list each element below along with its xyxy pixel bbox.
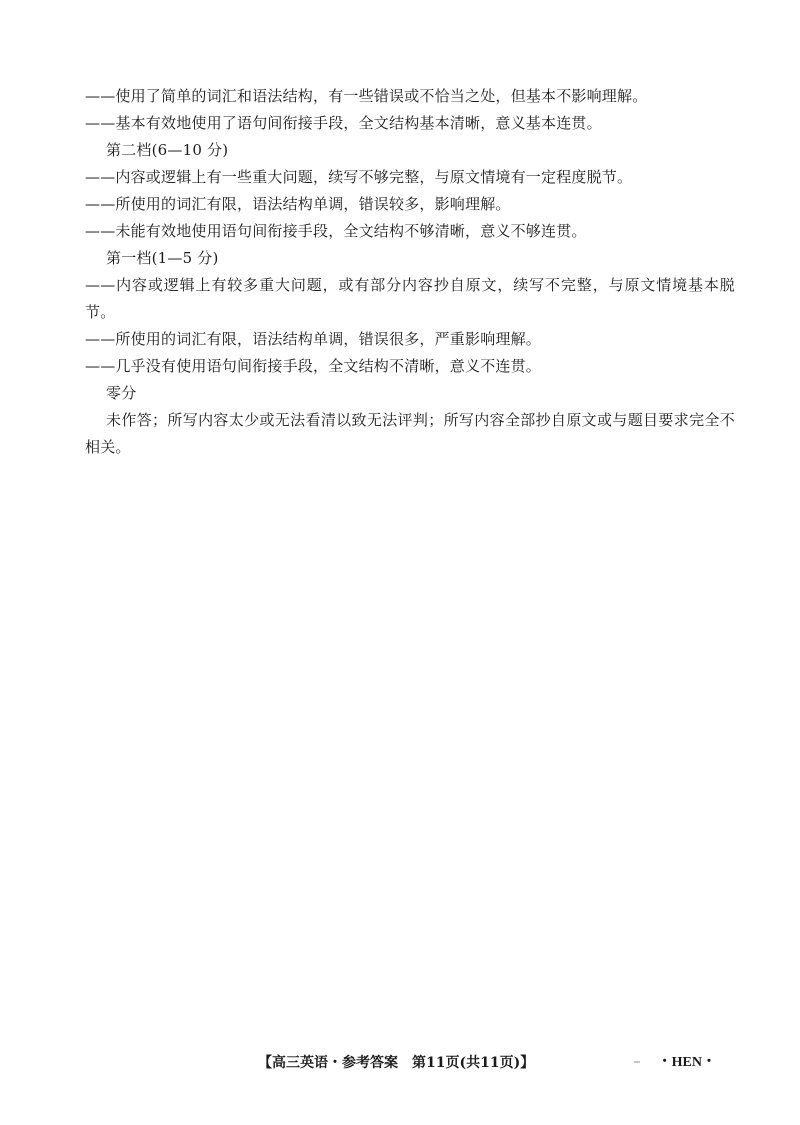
band-1-criterion-vocabulary: ——所使用的词汇有限，语法结构单调，错误很多，严重影响理解。 (85, 330, 542, 348)
zero-band-description: 未作答；所写内容太少或无法看清以致无法评判；所写内容全部抄自原文或与题目要求完全不相关。 (85, 411, 735, 456)
band-1-criterion-content: ——内容或逻辑上有较多重大问题，或有部分内容抄自原文，续写不完整，与原文情境基本脱节。 (85, 276, 735, 321)
band-1-heading: 第一档(1—5 分) (106, 249, 219, 267)
band-2-criterion-vocabulary: ——所使用的词汇有限，语法结构单调，错误较多，影响理解。 (85, 195, 511, 213)
band-1-criterion-cohesion: ——几乎没有使用语句间衔接手段，全文结构不清晰，意义不连贯。 (85, 357, 542, 375)
footer-code: ・HEN・ (657, 1055, 716, 1070)
band-2-criterion-content: ——内容或逻辑上有一些重大问题，续写不够完整，与原文情境有一定程度脱节。 (85, 168, 633, 186)
zero-band-heading: 零分 (106, 384, 137, 402)
band-2-heading: 第二档(6—10 分) (106, 141, 229, 159)
band-2-criterion-cohesion: ——未能有效地使用语句间衔接手段，全文结构不够清晰，意义不够连贯。 (85, 222, 587, 240)
footer-page-info: 【高三英语・参考答案 第11页(共11页)】 (258, 1055, 535, 1071)
rubric-criterion-cohesion: ——基本有效地使用了语句间衔接手段，全文结构基本清晰，意义基本连贯。 (85, 114, 602, 132)
scoring-rubric (85, 83, 735, 461)
rubric-criterion-vocabulary: ——使用了简单的词汇和语法结构，有一些错误或不恰当之处，但基本不影响理解。 (85, 87, 648, 105)
page-footer (0, 1052, 800, 1074)
